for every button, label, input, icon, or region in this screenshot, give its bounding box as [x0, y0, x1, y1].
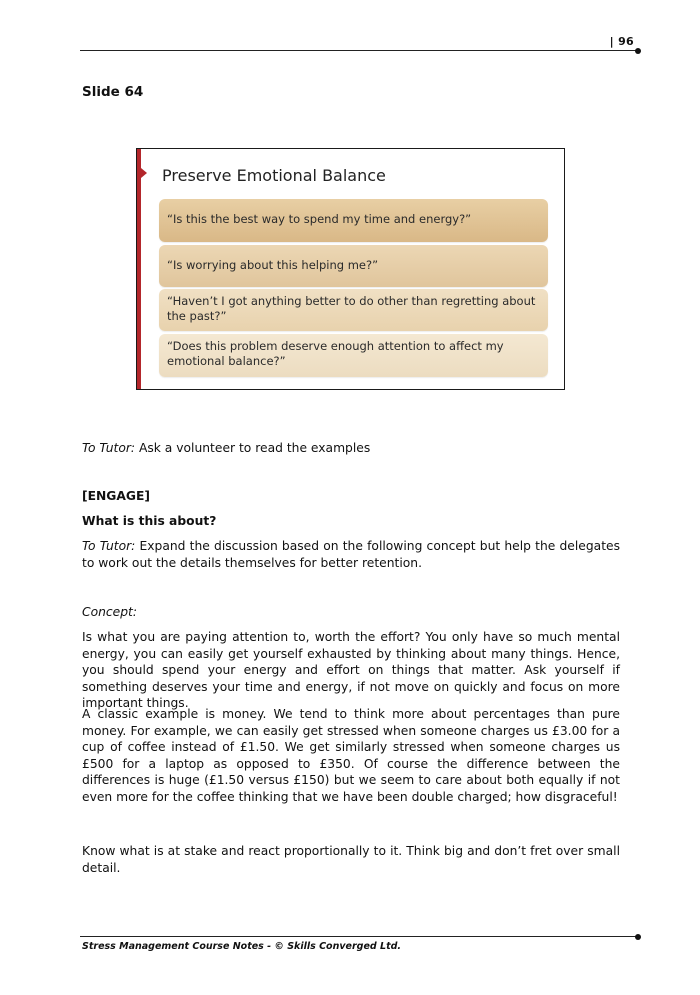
engage-heading: [ENGAGE] [82, 489, 151, 503]
tutor-note-1 [82, 440, 620, 457]
tutor-note-text: Ask a volunteer to read the examples [135, 441, 371, 455]
paragraph-3: Know what is at stake and react proportionally to it. Think big and don’t fret over small detail. [82, 844, 620, 875]
tutor-label: To Tutor: [82, 441, 136, 455]
tutor-label: To Tutor: [82, 539, 136, 553]
slide-question: “Is worrying about this helping me?” [159, 245, 548, 287]
footer-rule [80, 936, 638, 937]
slide-accent-bar [137, 149, 141, 389]
tutor-note-2 [82, 538, 620, 571]
slide-label: Slide 64 [82, 84, 144, 100]
tutor-note-text: Expand the discussion based on the following concept but help the delegates to work out the details themselves for better retention. [82, 539, 620, 570]
slide-question: “Haven’t I got anything better to do other than regretting about the past?” [159, 289, 548, 331]
slide-question: “Is this the best way to spend my time and energy?” [159, 199, 548, 242]
header-rule-dot [635, 48, 641, 54]
paragraph-1: Is what you are paying attention to, worth the effort? You only have so much mental energy, you can easily get yourself exhausted by thinking about many things. Hence, you should spend your energy and effort on things that matter. Ask yourself if something deserves your time and energy, if not move on quickly and focus on more important things. [82, 630, 620, 710]
slide-image [136, 148, 565, 390]
page-number: | 96 [609, 35, 634, 48]
slide-title: Preserve Emotional Balance [162, 166, 386, 185]
slide-accent-arrow-icon [141, 168, 147, 178]
header-rule [80, 50, 638, 51]
footer-rule-dot [635, 934, 641, 940]
paragraph-2: A classic example is money. We tend to think more about percentages than pure money. For example, we can easily get stressed when someone charges us £3.00 for a cup of coffee instead of £1.50. We get similarly stressed when someone charges us £500 for a laptop as opposed to £350. Of course the difference between the differences is huge (£1.50 versus £150) but we seem to care about both equally if not even more for the coffee thinking that we have been double charged; how disgraceful! [82, 707, 620, 804]
footer-text: Stress Management Course Notes - © Skills Converged Ltd. [82, 941, 402, 952]
what-heading: What is this about? [82, 514, 217, 528]
concept-label: Concept: [82, 605, 137, 619]
slide-question: “Does this problem deserve enough attention to affect my emotional balance?” [159, 334, 548, 377]
